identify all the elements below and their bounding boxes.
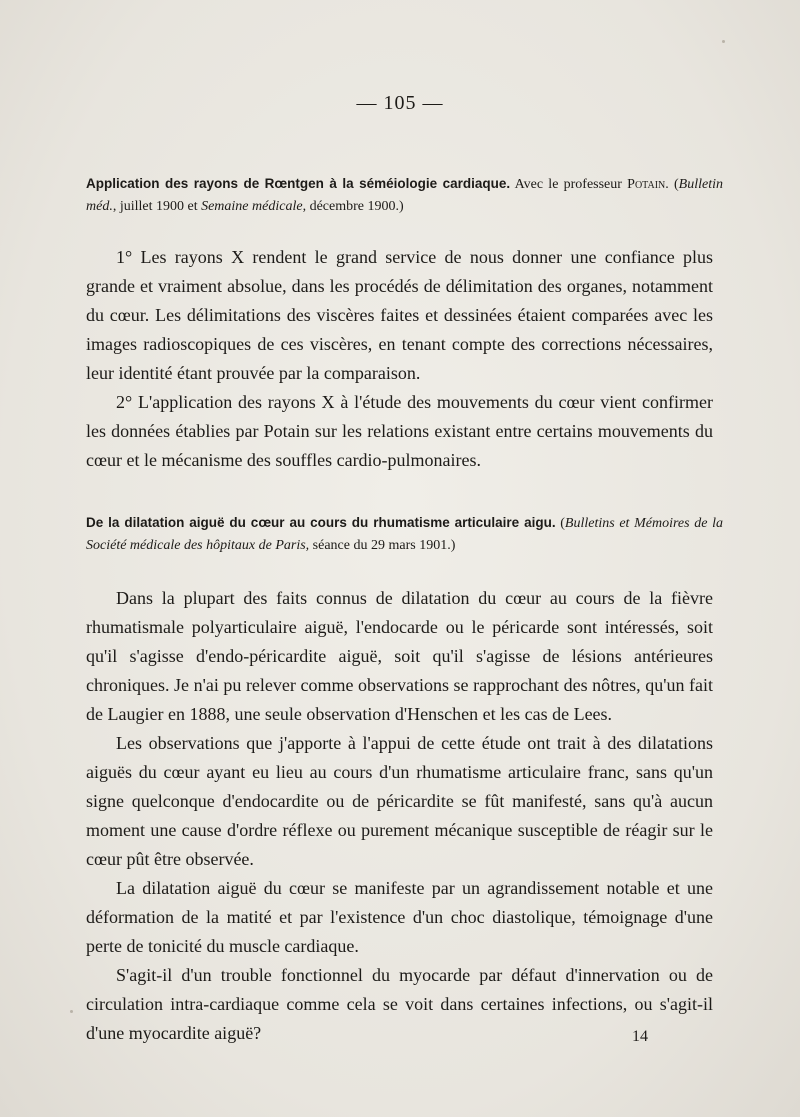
- section-intro: Avec le professeur: [514, 177, 622, 192]
- journal-name: Semaine médicale: [201, 199, 303, 214]
- section-body-roentgen: [86, 243, 713, 475]
- author-name: Potain: [627, 177, 666, 192]
- signature-mark: 14: [632, 1028, 648, 1045]
- section-title: De la dilatation aiguë du cœur au cours du rhumatisme articulaire aigu.: [86, 515, 556, 530]
- reference-middle: , juillet 1900 et: [112, 199, 202, 214]
- section-body-dilatation: [86, 584, 713, 1048]
- section-heading-roentgen: [86, 173, 723, 218]
- reference-close: séance du 29 mars 1901.): [309, 538, 456, 553]
- reference-open: . (: [665, 177, 679, 192]
- paper-speck: [70, 1010, 73, 1013]
- paragraph: 2° L'application des rayons X à l'étude des mouvements du cœur vient confirmer les données établies par Potain sur les relations existant entre certains mouvements du cœur et le mécanisme des souffles cardio-pulmonaires.: [86, 392, 713, 470]
- reference-open: (: [555, 516, 565, 531]
- paragraph: S'agit-il d'un trouble fonctionnel du myocarde par défaut d'innervation ou de circulation intra-cardiaque comme cela se voit dans certaines infections, ou s'agit-il d'une myocardite aiguë?: [86, 965, 713, 1043]
- journal-name: Bulletins et Mémoires de la Société médicale des hôpitaux de Paris,: [86, 516, 723, 553]
- journal-name: Bulletin méd.: [86, 177, 723, 214]
- paragraph: 1° Les rayons X rendent le grand service de nous donner une confiance plus grande et vraiment absolue, dans les procédés de délimitation des organes, notamment du cœur. Les délimitations des viscères faites et dessinées étaient comparées avec les images radioscopiques de ces viscères, en tenant compte des corrections nécessaires, leur identité étant prouvée par la comparaison.: [86, 247, 713, 383]
- paragraph: La dilatation aiguë du cœur se manifeste par un agrandissement notable et une déformation de la matité et par l'existence d'un choc diastolique, témoignage d'une perte de tonicité du muscle cardiaque.: [86, 878, 713, 956]
- paper-speck: [722, 40, 725, 43]
- paragraph: Dans la plupart des faits connus de dilatation du cœur au cours de la fièvre rhumatismale polyarticulaire aiguë, l'endocarde ou le péricarde sont intéressés, soit qu'il s'agisse d'endo-péricardite aiguë, soit qu'il s'agisse de lésions antérieures chroniques. Je n'ai pu relever comme observations se rapprochant des nôtres, qu'un fait de Laugier en 1888, une seule observation d'Henschen et les cas de Lees.: [86, 588, 713, 724]
- paragraph: Les observations que j'apporte à l'appui de cette étude ont trait à des dilatations aiguës du cœur ayant eu lieu au cours d'un rhumatisme articulaire franc, sans qu'un signe quelconque d'endocardite ou de péricardite se fût manifesté, sans qu'à aucun moment une cause d'ordre réflexe ou purement mécanique susceptible de réagir sur le cœur pût être observée.: [86, 733, 713, 869]
- section-title: Application des rayons de Rœntgen à la séméiologie cardiaque.: [86, 176, 511, 191]
- page-number: — 105 —: [356, 92, 444, 114]
- reference-close: , décembre 1900.): [302, 199, 404, 214]
- section-heading-dilatation: [86, 512, 723, 557]
